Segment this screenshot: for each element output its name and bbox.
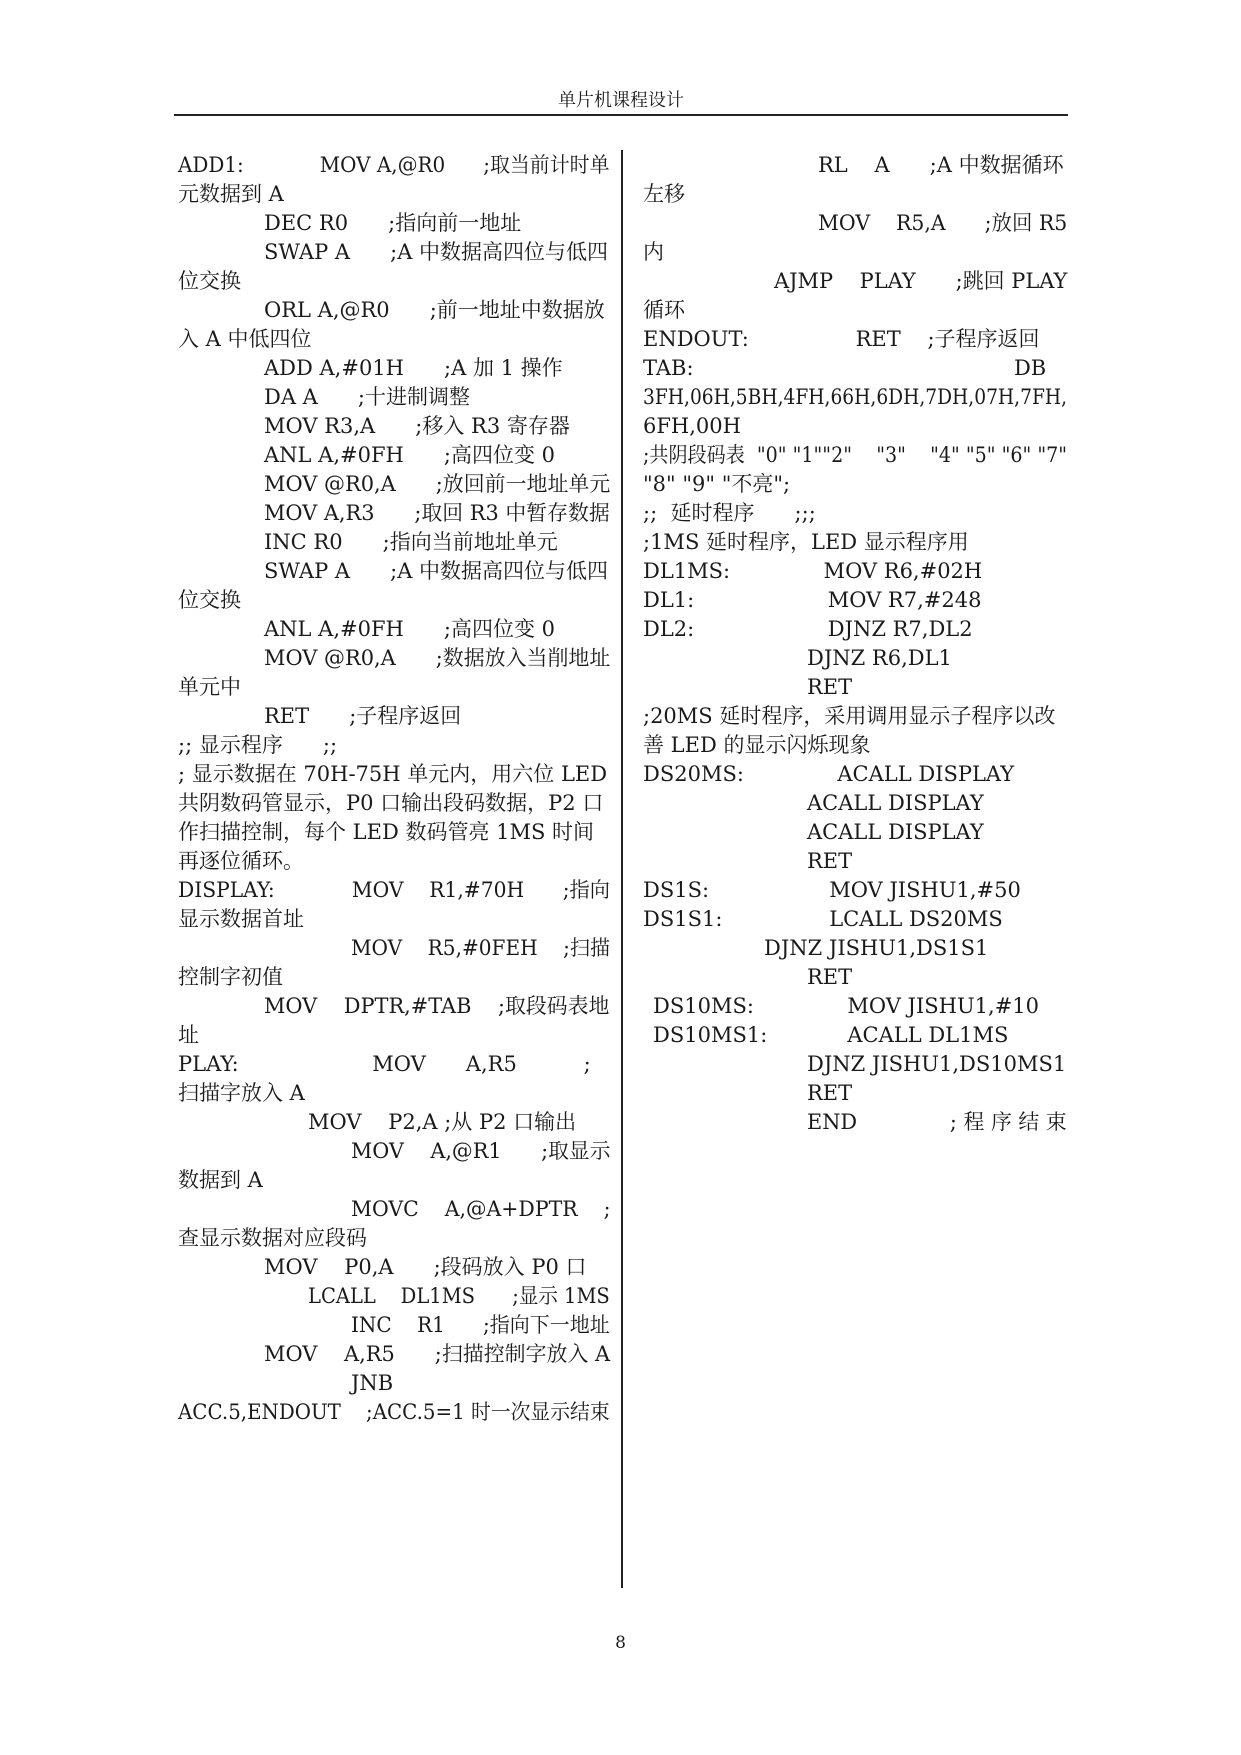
code-line: MOVC A,@A+DPTR ; [351,1197,611,1221]
page-number: 8 [615,1633,626,1653]
code-line: ACALL DISPLAY [807,820,984,844]
code-line: 控制字初值 [178,965,283,989]
code-line: ADD A,#01H ;A 加 1 操作 [264,356,563,380]
code-line: 显示数据首址 [178,907,304,931]
code-line: RL A ;A 中数据循环 [818,153,1064,177]
code-line: MOV DPTR,#TAB ;取段码表地 [264,994,610,1018]
code-line: MOV R5,A ;放回 R5 [818,211,1068,235]
code-line: AJMP PLAY ;跳回 PLAY [774,269,1068,293]
column-divider [621,150,623,1588]
code-line: RET [807,675,853,699]
code-line: MOV A,R3 ;取回 R3 中暂存数据 [264,501,610,525]
code-line: RET [807,1081,853,1105]
code-line: 循环 [643,298,685,322]
code-line: DS1S: MOV JISHU1,#50 [643,878,1021,902]
code-line: MOV R3,A ;移入 R3 寄存器 [264,414,570,438]
code-line: DL1MS: MOV R6,#02H [643,559,983,583]
code-line: ;20MS 延时程序，采用调用显示子程序以改 [643,704,1056,728]
code-line: 6FH,00H [643,414,741,438]
code-line: MOV @R0,A ;放回前一地址单元 [264,472,611,496]
code-line: "8" "9" "不亮"; [643,472,791,496]
code-line: 入 A 中低四位 [178,327,312,351]
code-line: DL1: MOV R7,#248 [643,588,982,612]
code-line: ANL A,#0FH ;高四位变 0 [264,443,556,467]
code-line: ;; 延时程序 ;;; [643,501,816,525]
code-line: 址 [178,1023,199,1047]
code-line: ;共阴段码表 "0" "1""2" "3" "4" "5" "6" "7" [643,443,1068,467]
code-line: MOV A,@R1 ;取显示 [351,1139,611,1163]
code-line: DISPLAY: MOV R1,#70H ;指向 [178,878,611,902]
code-line: ; 显示数据在 70H-75H 单元内，用六位 LED [178,762,608,786]
code-line: MOV A,R5 ;扫描控制字放入 A [264,1342,611,1366]
code-line: DS20MS: ACALL DISPLAY [643,762,1015,786]
code-line: SWAP A ;A 中数据高四位与低四 [264,240,609,264]
code-line: JNB [351,1371,394,1395]
code-line: MOV @R0,A ;数据放入当削地址 [264,646,611,670]
code-line: ACC.5,ENDOUT ;ACC.5=1 时一次显示结束 [178,1400,610,1424]
code-line: 位交换 [178,269,241,293]
code-line: 位交换 [178,588,241,612]
code-line: ACALL DISPLAY [807,791,984,815]
code-line: 单元中 [178,675,241,699]
code-line: SWAP A ;A 中数据高四位与低四 [264,559,609,583]
code-line: 扫描字放入 A [178,1081,305,1105]
code-line: END ; 程 序 结 束 [807,1110,1067,1134]
code-line: MOV P0,A ;段码放入 P0 口 [264,1255,587,1279]
code-line: LCALL DL1MS ;显示 1MS [308,1284,610,1308]
code-line: 再逐位循环。 [178,849,304,873]
code-line: DS1S1: LCALL DS20MS [643,907,1003,931]
code-line: PLAY: MOV A,R5 ; [178,1052,591,1076]
code-line: 元数据到 A [178,182,284,206]
code-line: DS10MS: MOV JISHU1,#10 [653,994,1040,1018]
code-line: INC R1 ;指向下一地址 [351,1313,610,1337]
code-line: 作扫描控制，每个 LED 数码管亮 1MS 时间 [178,820,595,844]
code-line: ;; 显示程序 ;; [178,733,338,757]
code-line: 善 LED 的显示闪烁现象 [643,733,871,757]
code-line: RET [807,965,853,989]
code-line: DA A ;十进制调整 [264,385,470,409]
code-line: INC R0 ;指向当前地址单元 [264,530,558,554]
code-line: 内 [643,240,664,264]
code-line: DL2: DJNZ R7,DL2 [643,617,973,641]
header-rule [174,114,1068,116]
code-line: DEC R0 ;指向前一地址 [264,211,522,235]
code-line: MOV R5,#0FEH ;扫描 [351,936,611,960]
code-line: DJNZ JISHU1,DS1S1 [764,936,989,960]
code-line: ;1MS 延时程序，LED 显示程序用 [643,530,969,554]
code-line: ORL A,@R0 ;前一地址中数据放 [264,298,605,322]
code-line: MOV P2,A ;从 P2 口输出 [308,1110,577,1134]
code-line: 数据到 A [178,1168,263,1192]
code-line: 左移 [643,182,685,206]
code-line: RET [807,849,853,873]
code-line: 查显示数据对应段码 [178,1226,367,1250]
code-line: ENDOUT: RET ;子程序返回 [643,327,1040,351]
page-header-title: 单片机课程设计 [558,90,684,111]
code-line: RET ;子程序返回 [264,704,462,728]
code-line: ANL A,#0FH ;高四位变 0 [264,617,556,641]
code-line: ADD1: MOV A,@R0 ;取当前计时单 [178,153,610,177]
code-line: DJNZ R6,DL1 [807,646,952,670]
code-line: DJNZ JISHU1,DS10MS1 [807,1052,1067,1076]
code-line: TAB: DB [643,356,1047,380]
code-line: 3FH,06H,5BH,4FH,66H,6DH,7DH,07H,7FH, [643,385,1068,409]
code-line: 共阴数码管显示，P0 口输出段码数据，P2 口 [178,791,604,815]
code-line: DS10MS1: ACALL DL1MS [653,1023,1009,1047]
